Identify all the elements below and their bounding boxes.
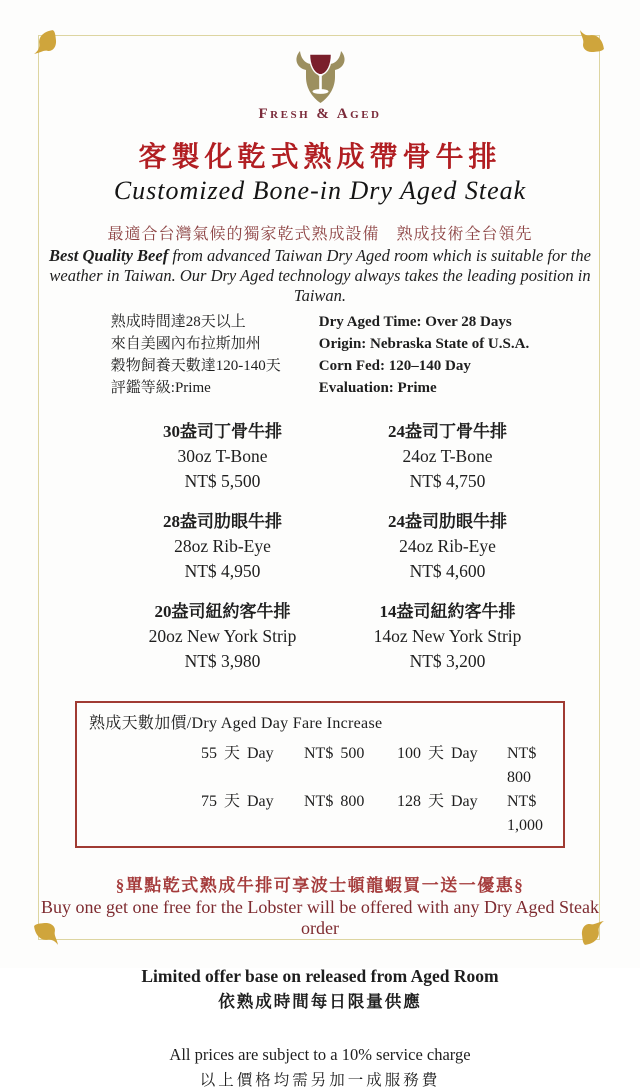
item-name-en: 28oz Rib-Eye: [174, 536, 271, 557]
intro-line-en-lead: Best Quality Beef: [49, 246, 169, 265]
bull-wineglass-icon: [288, 50, 352, 104]
menu-item: [335, 419, 560, 494]
item-name-en: 24oz Rib-Eye: [399, 536, 496, 557]
aging-option-label: 75 天 Day: [201, 793, 274, 811]
promo-line-zh: §單點乾式熟成牛排可享波士頓龍蝦買一送一優惠§: [115, 876, 525, 896]
aging-option-price: NT$ 500: [304, 745, 365, 763]
item-price: NT$ 4,600: [409, 561, 486, 582]
aging-option-price: NT$ 800: [304, 793, 365, 811]
brand-name: Fresh & Aged: [258, 106, 382, 122]
aging-box-title: 熟成天數加價/Dry Aged Day Fare Increase: [89, 715, 383, 733]
service-charge-en: All prices are subject to a 10% service charge: [169, 1045, 471, 1065]
item-name-zh: 24盎司丁骨牛排: [388, 422, 507, 442]
aging-option-row: [201, 790, 553, 838]
aging-option-label: 55 天 Day: [201, 745, 274, 763]
item-price: NT$ 4,750: [409, 471, 486, 492]
item-name-en: 24oz T-Bone: [402, 446, 493, 467]
page-title-en: Customized Bone-in Dry Aged Steak: [113, 176, 527, 205]
item-name-en: 20oz New York Strip: [148, 626, 297, 647]
item-name-zh: 28盎司肋眼牛排: [163, 512, 282, 532]
aging-fare-box: [75, 701, 565, 848]
spec-line-zh: 熟成時間達28天以上: [110, 314, 246, 331]
promo-line-en: Buy one get one free for the Lobster will be offered with any Dry Aged Steak order: [41, 897, 599, 939]
spec-line-zh: 評鑑等級:Prime: [110, 380, 211, 397]
limited-offer-zh: 依熟成時間每日限量供應: [218, 992, 422, 1012]
spec-line-en: Dry Aged Time: Over 28 Days: [318, 314, 512, 331]
menu-item: [335, 599, 560, 674]
specs-block: [40, 311, 600, 399]
item-price: NT$ 3,200: [409, 651, 486, 672]
limited-offer-en: Limited offer base on released from Aged Room: [141, 966, 499, 987]
menu-item: [110, 419, 335, 494]
aging-options: [201, 742, 553, 838]
aging-option-price: NT$ 1,000: [507, 793, 543, 835]
intro-line-en: [40, 246, 600, 306]
item-name-en: 30oz T-Bone: [177, 446, 268, 467]
spec-line-en: Evaluation: Prime: [318, 380, 437, 397]
specs-column-en: [319, 311, 529, 399]
item-price: NT$ 5,500: [184, 471, 261, 492]
spec-line-zh: 來自美國內布拉斯加州: [110, 336, 261, 353]
steak-menu-grid: [70, 419, 600, 689]
item-name-zh: 24盎司肋眼牛排: [388, 512, 507, 532]
item-name-zh: 30盎司丁骨牛排: [163, 422, 282, 442]
spec-line-en: Corn Fed: 120–140 Day: [318, 358, 471, 375]
item-name-en: 14oz New York Strip: [373, 626, 522, 647]
aging-option-price: NT$ 800: [507, 745, 537, 787]
intro-line-en-rest: from advanced Taiwan Dry Aged room which is suitable for the weather in Taiwan. Our Dry Aged technology always takes the leading position in Taiwan.: [49, 246, 591, 306]
menu-item: [110, 509, 335, 584]
item-price: NT$ 3,980: [184, 651, 261, 672]
aging-option-label: 100 天 Day: [397, 745, 478, 763]
menu-item: [110, 599, 335, 674]
menu-item: [335, 509, 560, 584]
service-charge-zh: 以上價格均需另加一成服務費: [199, 1072, 441, 1090]
brand-logo: [40, 0, 600, 123]
intro-line-zh: 最適合台灣氣候的獨家乾式熟成設備 熟成技術全台領先: [107, 226, 533, 243]
aging-option-label: 128 天 Day: [397, 793, 478, 811]
aging-option-row: [201, 742, 553, 790]
page-title-zh: 客製化乾式熟成帶骨牛排: [138, 142, 502, 173]
specs-column-zh: [111, 311, 281, 399]
spec-line-zh: 穀物飼養天數達120-140天: [110, 358, 281, 375]
item-price: NT$ 4,950: [184, 561, 261, 582]
menu-content: [40, 0, 600, 1090]
item-name-zh: 14盎司紐約客牛排: [379, 602, 516, 622]
item-name-zh: 20盎司紐約客牛排: [154, 602, 291, 622]
spec-line-en: Origin: Nebraska State of U.S.A.: [318, 336, 530, 353]
